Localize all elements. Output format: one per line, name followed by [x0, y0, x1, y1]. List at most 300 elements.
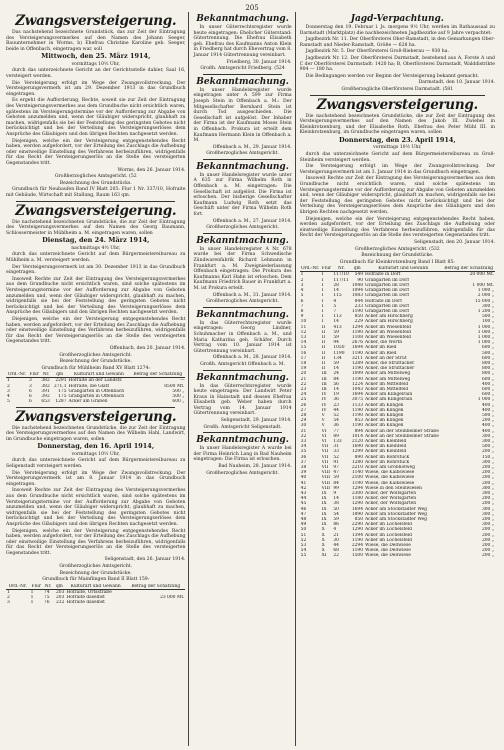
- table-cell: Grabgarten im Dorf: [365, 277, 409, 283]
- notice-title: Bekanntmachung.: [196, 161, 289, 172]
- notice-date: Dienstag, den 24. März 1914,: [42, 236, 150, 245]
- table-cell: 59: [333, 475, 339, 481]
- table-cell: 300 „: [481, 506, 494, 512]
- table-cell: 54: [300, 548, 307, 554]
- divider: [203, 74, 281, 75]
- table-cell: 8500 Mt.: [164, 383, 185, 389]
- table-cell: Acker am Grobhofweg: [365, 465, 415, 470]
- table-cell: VI: [321, 433, 327, 439]
- table-cell: 31: [300, 428, 307, 434]
- table-cell: 53: [300, 543, 307, 549]
- table-cell: V: [321, 418, 325, 424]
- notice-text: Diejenigen, welche ein der Versteigerung entgegenstehendes Recht haben, werden aufgefordert, vor der Erteilung des Zuschlags die Aufhebung oder einstweilige Einstellung des Verfahrens herbeizuführen, widrigenfalls für das Recht der Versteigerungserlös an die Stelle des versteigerten Gegenstandes tritt.: [6, 316, 186, 345]
- table-cell: Hofraite im Dorf: [365, 298, 402, 304]
- table-cell: I: [321, 319, 324, 325]
- table-cell: 5: [300, 293, 304, 299]
- table-cell: 1500: [351, 553, 363, 559]
- notice-time: vormittags 10½ Uhr,: [373, 145, 422, 151]
- table-cell: 52: [300, 537, 307, 543]
- notice-court: Großherzogliches Amtsgericht.: [206, 225, 279, 231]
- table-cell: 52: [333, 412, 339, 418]
- table-cell: I: [321, 272, 324, 278]
- table-cell: 44: [333, 407, 339, 413]
- table-cell: 1190: [351, 548, 363, 554]
- table-cell: 23 000 Mt.: [160, 595, 185, 601]
- table-header-cell: Betrag der Schätzung: [130, 372, 185, 378]
- table-cell: 200 „: [481, 480, 494, 486]
- table-cell: 36: [300, 454, 307, 460]
- table-cell: 382: [41, 378, 50, 384]
- table-cell: 21: [333, 532, 339, 538]
- table-cell: 4: [7, 394, 10, 400]
- table-cell: 1280: [351, 459, 363, 465]
- table-cell: 32: [300, 433, 307, 439]
- table-cell: 134: [333, 355, 342, 361]
- table-cell: 115: [333, 293, 342, 299]
- table-cell: 1 000 Mt.: [472, 282, 494, 288]
- table-cell: 2: [300, 277, 304, 283]
- notice-subheading: Bezeichnung des Grundstücks.: [59, 180, 132, 186]
- notice-title: Zwangsversteigerung.: [15, 13, 177, 29]
- table-cell: 1 000 „: [477, 397, 494, 403]
- notice-text: In das Güterrechtsregister wurde eingetragen: Georg Lindner, Schuhmacher in Offenbach a. M., und Maria Katharina geb. Schäfer. Durch Vertrag vom 10. Januar 1914 ist Gütertrennung vereinbart.: [193, 320, 292, 354]
- table-cell: 34: [300, 444, 307, 450]
- table-cell: 1290: [351, 501, 363, 507]
- table-cell: 20: [300, 371, 307, 377]
- table-cell: Hofraite daselbst: [66, 600, 105, 606]
- table-cell: Acker im Löchelsfeld: [365, 537, 412, 543]
- table-cell: 28: [333, 282, 339, 288]
- notice-text: Das nachstehend bezeichnete Grundstück, das zur Zeit der Eintragung des Versteigerungsvermerkes auf den Namen des Johann Seeger, Bauunternehmer in Worms, b) Ehefrau Christine Karoline geb. Seeger, beide in Offenbach, eingetragen war, soll: [6, 30, 186, 52]
- table-cell: Acker im Wiesenfeld: [365, 334, 411, 340]
- table-cell: 1 000 „: [477, 334, 494, 340]
- table-cell: 1190: [351, 366, 363, 372]
- table-cell: Acker im Rohrstück: [365, 454, 410, 460]
- table-cell: 1294: [351, 485, 363, 491]
- table-cell: 850: [354, 314, 363, 320]
- divider: [16, 201, 175, 202]
- table-cell: 90: [357, 277, 363, 283]
- table-cell: 76: [43, 600, 50, 606]
- notice-title: Bekanntmachung.: [196, 309, 289, 320]
- notice-text: durch das unterzeichnete Gericht an der Gerichtsstelle dahier, Saal 16, versteigert werden.: [6, 68, 186, 80]
- table-cell: 1: [300, 272, 304, 278]
- table-cell: Acker, die Struttäcker: [365, 366, 415, 372]
- table-cell: VIII: [321, 480, 330, 486]
- table-cell: 9: [333, 491, 337, 497]
- notice-date: Donnerstag, den 23. April 1914,: [338, 135, 456, 144]
- table-cell: 1050: [333, 345, 345, 351]
- table-cell: XI: [321, 553, 327, 559]
- table-cell: 6: [29, 399, 32, 405]
- table-header-cell: Nr.: [44, 583, 52, 589]
- notice-place: Offenbach a. M., 29. Januar 1914.: [212, 144, 292, 150]
- table-cell: 600 „: [481, 386, 494, 392]
- divider: [203, 307, 281, 308]
- notice-place: Offenbach, den 20. Januar 1914.: [109, 345, 186, 351]
- table-cell: 549: [354, 272, 363, 278]
- notice-text: Insoweit Rechte zur Zeit der Eintragung des Versteigerungsvermerkes aus dem Grundbuche nicht ersichtlich waren, sind solche spätestens im Versteigerungstermine vor der Aufforderung zur Abgabe von Geboten anzumelden und, wenn der Gläubiger widerspricht, glaubhaft zu machen, widrigenfalls sie bei der Feststellung des geringsten Gebotes nicht berücksichtigt und bei der Verteilung des Versteigerungserlöses dem Ansprüche des Gläubigers und den übrigen Rechten nachgesetzt werden.: [6, 488, 186, 527]
- table-cell: I: [321, 293, 324, 299]
- divider: [310, 95, 485, 96]
- table-cell: [126, 600, 185, 605]
- table-cell: Acker im Wiesenfeld: [365, 324, 411, 330]
- table-cell: Acker am Stockstädter Weg: [365, 517, 427, 523]
- table-cell: 1 000 „: [477, 329, 494, 335]
- table-cell: II: [321, 334, 326, 340]
- table-cell: —: [180, 378, 185, 384]
- table-cell: 2120: [351, 438, 363, 444]
- table-cell: 11: [300, 324, 307, 330]
- table-cell: 2 000 „: [477, 293, 494, 299]
- table-cell: Grabgarten im Dorf: [365, 282, 409, 288]
- table-header-cell: Betrag der Schätzung: [444, 266, 494, 272]
- table-cell: 400 „: [481, 428, 494, 434]
- table-header-cell: Ord.-Nr.: [7, 372, 27, 378]
- table-cell: 2676: [351, 340, 363, 346]
- table-cell: 200 „: [481, 465, 494, 470]
- table-cell: 9: [300, 314, 304, 320]
- table-header-cell: qm: [52, 372, 68, 378]
- table-cell: IX: [321, 501, 327, 507]
- notice-court: [300, 247, 495, 253]
- table-cell: 10: [300, 319, 307, 325]
- table-cell: 800 „: [481, 371, 494, 377]
- table-cell: 500 „: [481, 444, 494, 450]
- table-cell: Grabgarten im Dorf: [365, 293, 409, 299]
- table-cell: 14: [333, 386, 339, 392]
- table-cell: X: [321, 537, 325, 543]
- table-cell: X: [321, 543, 325, 549]
- notice-court: [193, 66, 291, 72]
- notice-text: Die Versteigerung erfolgt im Wege der Zwangsvollstreckung. Der Versteigerungsvermerk ist am 3. Januar 1914 in das Grundbuch eingetragen.: [299, 164, 495, 175]
- table-cell: 1133: [351, 402, 363, 408]
- table-cell: 6: [29, 394, 32, 400]
- notice-title: Bekanntmachung.: [196, 372, 289, 383]
- table-cell: 50: [300, 527, 307, 533]
- notice-text: Es ergeht die Aufforderung, Rechte, soweit sie zur Zeit der Eintragung des Versteigerungsvermerkes aus dem Grundbuche nicht ersichtlich waren, spätestens im Versteigerungstermine vor der Aufforderung zur Abgabe von Geboten anzumelden und, wenn der Gläubiger widerspricht, glaubhaft zu machen, widrigenfalls sie bei der Feststellung des geringsten Gebotes nicht berücksichtigt und bei der Verteilung des Versteigerungserlöses dem Ansprüche des Gläubigers und den übrigen Rechten nachgesetzt werden.: [6, 98, 186, 137]
- divider: [203, 233, 281, 234]
- table-cell: 59: [333, 517, 339, 523]
- table-cell: 5: [7, 399, 10, 405]
- notice-text: Donnerstag den 19. Februar l. Js. morgens 9½ Uhr, werden im Rathaussaal zu Darmstadt (Marktplatz) die nachbezeichneten Jagdbezirke auf 9 Jahre verpachtet:: [299, 25, 495, 36]
- table-cell: V: [321, 423, 325, 429]
- table-cell: 1290: [351, 527, 363, 533]
- notice-text: durch das unterzeichnete Gericht auf dem Bürgermeistereibureau zu Groß-Steinheim versteigert werden.: [299, 152, 495, 163]
- table-cell: 4: [300, 288, 304, 294]
- notice-title: Zwangsversteigerung.: [316, 96, 478, 113]
- table-cell: VIII: [321, 475, 330, 481]
- notice-place: Seligenstadt, den 26. Januar 1914.: [104, 557, 186, 563]
- table-cell: 31: [333, 444, 339, 450]
- table-cell: IV: [321, 407, 327, 413]
- table-cell: 853: [354, 418, 363, 424]
- table-cell: II: [321, 360, 326, 366]
- table-header: [6, 372, 185, 378]
- table-cell: X: [321, 527, 325, 533]
- table-cell: Acker im Löchelsfeld: [365, 532, 412, 538]
- notice-time: vormittags 10½ Uhr,: [71, 451, 120, 457]
- table-cell: 55: [300, 553, 307, 559]
- table-cell: 52: [333, 454, 339, 460]
- table-cell: 1180: [351, 496, 363, 502]
- table-cell: 54: [333, 511, 339, 517]
- notice-place: Friedberg, 30. Januar 1914.: [226, 59, 292, 65]
- notice-subheading: Bezeichnung der Grundstücke.: [59, 570, 132, 576]
- table-cell: I: [321, 308, 324, 314]
- table-cell: Acker am Mittelweg: [365, 376, 411, 382]
- table-cell: V: [321, 412, 325, 418]
- table-cell: 23: [333, 402, 339, 408]
- table-cell: 200 „: [481, 496, 494, 502]
- notice-time: nachmittags 4½ Uhr,: [71, 245, 121, 251]
- table-cell: 84: [333, 376, 339, 382]
- table-cell: 500 „: [481, 412, 494, 418]
- notice-date: Mittwoch, den 25. März 1914,: [41, 52, 151, 61]
- table-cell: 42: [300, 485, 307, 491]
- notice-text: Insoweit Rechte zur Zeit der Eintragung des Versteigerungsvermerkes aus dem Grundbuche nicht ersichtlich waren, sind solche spätestens im Versteigerungstermine vor der Aufforderung zur Abgabe von Geboten anzumelden und, wenn der Gläubiger widerspricht, glaubhaft zu machen, widrigenfalls sie bei der Feststellung des geringsten Gebotes nicht berücksichtigt und bei der Verteilung des Versteigerungserlöses dem Ansprüche des Gläubigers und den übrigen Rechten nachgesetzt werden.: [299, 176, 495, 215]
- notice-ref: (524: [274, 66, 285, 72]
- table-cell: I: [321, 298, 324, 304]
- table-cell: 1190: [351, 537, 363, 543]
- table-cell: 1190: [351, 350, 363, 356]
- table-cell: Acker im Mittelfeld: [365, 386, 409, 392]
- table-cell: 3: [7, 388, 10, 394]
- table-cell: 1394: [351, 532, 363, 538]
- table-cell: 41: [300, 480, 307, 486]
- table-cell: IX: [321, 496, 327, 502]
- table-cell: Acker am Graben: [68, 399, 108, 405]
- table-cell: 4: [333, 527, 337, 533]
- table-cell: II: [321, 355, 326, 361]
- table-cell: 100 „: [481, 319, 494, 325]
- table-cell: 2291: [55, 378, 67, 384]
- table-cell: 3211: [351, 355, 363, 361]
- notice-text: Diejenigen, welche ein der Versteigerung entgegenstehendes Recht haben, werden aufgefordert, vor der Erteilung des Zuschlags die Aufhebung oder einstweilige Einstellung des Verfahrens herbeizuführen, widrigenfalls für das Recht der Versteigerungserlös an die Stelle des versteigerten Gegenstandes tritt.: [299, 216, 495, 239]
- notice-title: Bekanntmachung.: [196, 435, 289, 446]
- table-cell: 24: [333, 371, 339, 377]
- table-cell: II: [321, 324, 326, 330]
- table-cell: III: [321, 371, 327, 377]
- table-cell: 51: [300, 532, 307, 538]
- table-cell: 36: [333, 423, 339, 429]
- table-cell: 1694: [351, 506, 363, 512]
- table-cell: Wiese, die Dellwiese: [365, 553, 411, 559]
- table-cell: 24: [300, 392, 307, 398]
- notice-text: durch das unterzeichnete Gericht auf dem Bürgermeistereibureau zu Seligenstadt versteigert werden.: [6, 458, 186, 469]
- notice-court: [300, 87, 495, 93]
- table-cell: 13: [300, 334, 307, 340]
- notice-text: Jagdbezirk Nr. 12. Der Oberförsterei Darmstadt, bestehend aus A, Forste A und C der Oberförsterei Darmstadt: 1420 ha; B, Oberförsterei Darmstadt, Walddistrikte 904 — 180 ha.: [299, 55, 495, 73]
- notice-place: Worms, den 26. Januar 1914.: [117, 167, 186, 173]
- table-cell: 200 „: [481, 517, 494, 523]
- table-cell: 1287: [55, 399, 67, 405]
- table-cell: Acker am Stockstädter Weg: [365, 511, 427, 517]
- table-cell: 1: [7, 378, 10, 384]
- table-cell: 86: [333, 522, 339, 528]
- notice-court: Großh. Amtsgericht Offenbach a. M.: [200, 361, 285, 367]
- table-cell: Acker am Hirschberg: [365, 319, 413, 325]
- table-cell: 1190: [351, 407, 363, 413]
- table-cell: Acker im Klingen: [365, 402, 404, 408]
- table-cell: 1294: [351, 324, 363, 330]
- table-cell: 14: [333, 288, 339, 294]
- table-cell: Acker im Ried: [365, 350, 397, 356]
- table-cell: 1190: [351, 423, 363, 429]
- table-cell: 300 „: [481, 491, 494, 497]
- table-cell: II: [321, 329, 326, 335]
- table-cell: 800 „: [481, 360, 494, 366]
- table-cell: 1: [30, 595, 34, 601]
- table-cell: I: [321, 282, 324, 288]
- table-cell: IX: [321, 491, 327, 497]
- table-cell: Grabgarten im Dorf: [365, 303, 409, 309]
- table-cell: II: [321, 340, 326, 346]
- table-cell: Hofraite an der Landstr.: [68, 378, 123, 384]
- court-name: Großherzogliches Amtsgericht.: [354, 246, 428, 252]
- table-cell: Acker am Mittelweg: [365, 371, 411, 377]
- table-cell: 1 000 „: [477, 324, 494, 330]
- table-cell: I: [321, 314, 324, 320]
- table-cell: 44: [300, 496, 307, 502]
- table-cell: 400 „: [481, 381, 494, 387]
- table-cell: III: [321, 381, 327, 387]
- table-cell: 33: [300, 438, 307, 444]
- table-cell: 18: [300, 360, 307, 366]
- table-cell: 38: [300, 465, 307, 470]
- notice-text: Die nachstehend bezeichneten Grundstücke, die zur Zeit der Eintragung des Versteigerungsvermerkes auf den Namen des Jakob III. Zwiebel in Kleinkrotzenburg, und der Elisabethe Roth, Ehefrau des Peter Mühl III. in Kleinkrotzenburg, im Grundbuche eingetragen waren, sollen: [299, 113, 495, 136]
- notice-text: Die Versteigerung erfolgt im Wege der Zwangsvollstreckung. Der Versteigerungsvermerk ist am 8. Januar 1914 in das Grundbuch eingetragen.: [6, 470, 186, 487]
- notice-place: Offenbach a. M., 28. Januar 1914.: [212, 355, 292, 361]
- table-cell: 1094: [351, 288, 363, 294]
- table-cell: VII: [321, 465, 329, 470]
- notice-ref: (532: [429, 246, 440, 252]
- table-cell: Acker im Kleinfeld: [365, 438, 407, 444]
- table-cell: 21: [300, 376, 307, 382]
- table-cell: 800 „: [481, 366, 494, 372]
- notice-title: Bekanntmachung.: [196, 76, 289, 87]
- table-cell: Hofraite, die Glatt: [68, 383, 110, 389]
- table-cell: 5: [333, 303, 337, 309]
- table-cell: 300 „: [481, 459, 494, 465]
- table-cell: Acker im Löchelsfeld: [365, 527, 412, 533]
- table-cell: 3: [29, 383, 32, 389]
- table-cell: 233: [354, 303, 363, 309]
- table-cell: 7: [333, 308, 337, 314]
- table-cell: 2210: [351, 465, 363, 470]
- table-cell: Acker an der Strut: [365, 355, 407, 361]
- table-header: [300, 266, 495, 272]
- table-row: [6, 399, 185, 404]
- table-cell: 59: [333, 329, 339, 335]
- table-cell: 2: [7, 383, 10, 389]
- notice-text: In unser Handelsregister A Nr. 678 wurde bei der Firma Schwedische Zündwarenfabrik Richard Lehmann in Frankfurt a. M. Zweigniederlassung Offenbach eingetragen: Die Prokura des Kaufmanns Karl Hahn ist erloschen. Dem Kaufmann Friedrich Bauer in Frankfurt a. M. ist Prokura erteilt.: [193, 246, 292, 291]
- table-cell: 94: [333, 340, 339, 346]
- table-cell: 300 „: [481, 522, 494, 528]
- table-cell: 35: [300, 449, 307, 455]
- notice-text: Die Bedingungen werden vor Beginn der Versteigerung bekannt gemacht.: [305, 73, 479, 79]
- table-cell: 3: [300, 282, 304, 288]
- table-cell: 3075: [351, 397, 363, 403]
- table-cell: 203: [55, 595, 65, 601]
- table-cell: 1694: [351, 392, 363, 398]
- table-cell: 6: [300, 298, 304, 304]
- table-cell: 38: [333, 501, 339, 507]
- table-cell: Acker im Mittelfeld: [365, 381, 409, 387]
- table-cell: 77: [333, 428, 339, 434]
- table-cell: Hofraite, Ortsstraße: [66, 590, 112, 596]
- table-cell: 22: [300, 381, 307, 387]
- table-cell: 600 „: [481, 345, 494, 351]
- table-cell: 26: [300, 402, 307, 408]
- notice-text: Jagdbezirk Nr. 5. Der Oberförsterei Groß-Bieberau — 930 ha.: [305, 49, 449, 55]
- table-cell: VIII: [321, 470, 330, 476]
- table-cell: 200 „: [481, 470, 494, 476]
- table-cell: X: [321, 548, 325, 554]
- table-cell: Acker im Klingen: [365, 418, 404, 424]
- table-cell: 1190: [351, 308, 363, 314]
- table-cell: IX: [321, 517, 327, 523]
- table-cell: 1289: [351, 360, 363, 366]
- notice-date: Donnerstag, den 16. April 1914,: [37, 442, 155, 451]
- table-cell: Acker, der Wolfsgarten: [365, 496, 417, 502]
- divider: [203, 159, 281, 160]
- table-cell: 28: [300, 412, 307, 418]
- table-header-cell: qm: [53, 584, 65, 590]
- table-cell: 200 „: [481, 527, 494, 533]
- table-cell: 1: [30, 600, 34, 606]
- table-cell: 30: [333, 537, 339, 543]
- table-cell: Wiese, die Kalbswiese: [365, 480, 415, 486]
- notice-title: Zwangsversteigerung.: [15, 202, 177, 219]
- table-cell: 30: [300, 423, 307, 429]
- table-cell: VII: [321, 449, 329, 455]
- table-cell: 300 „: [481, 438, 494, 444]
- table-row: [300, 553, 495, 558]
- table-cell: 1190: [333, 350, 345, 356]
- court-name: Großh. Amtsgericht Friedberg.: [200, 66, 273, 72]
- table-cell: 91: [333, 459, 339, 465]
- notice-ref: (581: [442, 86, 454, 92]
- table-cell: 391: [41, 388, 50, 394]
- table-cell: Acker an der Steinheimer Straße: [365, 433, 439, 439]
- divider: [16, 407, 175, 408]
- table-cell: 300 „: [481, 511, 494, 517]
- table-cell: 37: [300, 459, 307, 465]
- table-cell: 22: [333, 553, 339, 559]
- table-cell: 54: [333, 418, 339, 424]
- table-cell: 1890: [351, 511, 363, 517]
- table-cell: 392: [41, 394, 50, 400]
- table-cell: 229: [354, 319, 363, 325]
- table-cell: 48: [300, 517, 307, 523]
- table-cell: Acker an der Steinheimer Straße: [365, 428, 439, 434]
- table-cell: 29: [300, 418, 307, 424]
- table-cell: 47: [300, 511, 307, 517]
- table-cell: Acker im Klingen: [365, 423, 404, 429]
- notice-grundbuch: Grundbuch für Kleinkrotzenburg Band I Blatt 85:: [339, 259, 455, 265]
- table-cell: VIII: [321, 485, 330, 491]
- table-cell: X: [321, 532, 325, 538]
- table-cell: 1299: [351, 449, 363, 455]
- table-cell: 200 „: [481, 501, 494, 507]
- column-right: [300, 12, 498, 746]
- table-header-cell: qm: [350, 266, 364, 272]
- table-cell: Acker am Klingelrain: [365, 397, 413, 403]
- notice-text: durch das unterzeichnete Gericht auf dem Bürgermeistereibureau zu Mühlheim a. M. versteigert werden.: [6, 252, 186, 263]
- notice-subheading: Bezeichnung der Grundstücke.: [361, 253, 434, 259]
- table-cell: 200 „: [481, 548, 494, 554]
